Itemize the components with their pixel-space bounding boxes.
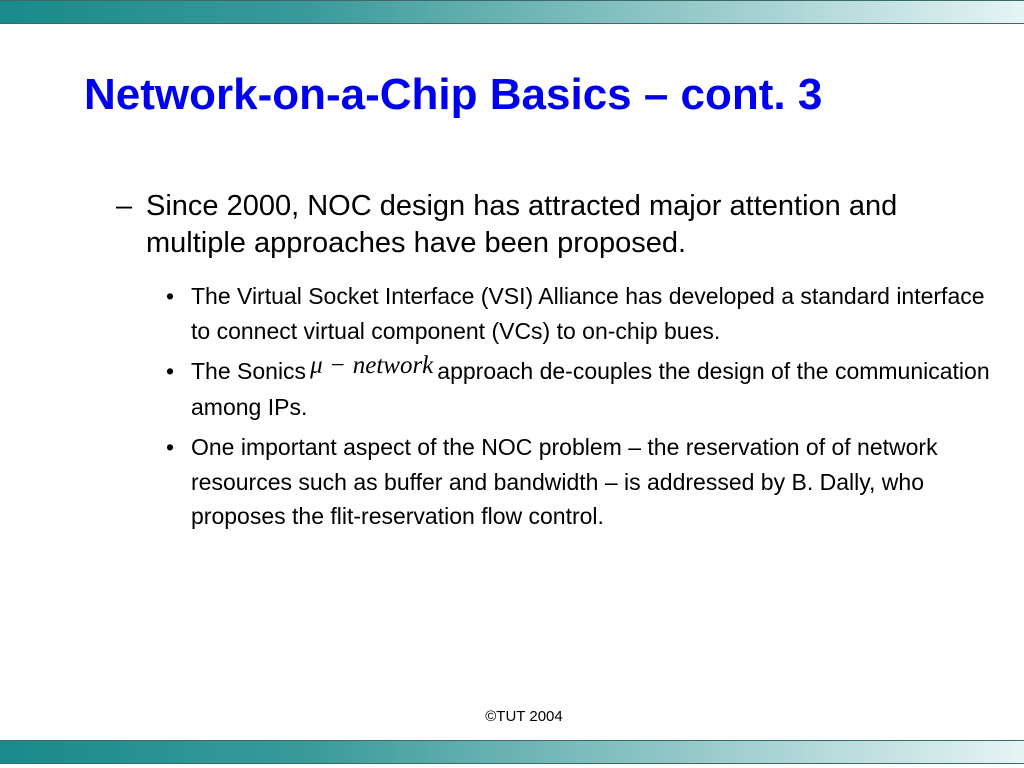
level1-text: Since 2000, NOC design has attracted major attention and multiple approaches have been proposed.: [146, 190, 898, 259]
formula-minus: −: [330, 352, 345, 379]
copyright-footer: ©TUT 2004: [485, 708, 563, 725]
top-decorative-band: [0, 0, 1024, 24]
formula-word: network: [352, 352, 434, 379]
bullet-list: [166, 279, 996, 540]
formula-mu: μ: [310, 352, 323, 379]
bullet-text: The Virtual Socket Interface (VSI) Alliance has developed a standard interface to connect virtual component (VCs) to on-chip bues.: [191, 283, 985, 344]
sonics-before: The Sonics: [191, 358, 307, 384]
dash-marker: –: [116, 190, 133, 222]
bullet-text: [191, 354, 996, 424]
mu-network-formula: [310, 349, 433, 384]
bottom-decorative-band: [0, 740, 1024, 764]
bullet-marker: •: [166, 283, 175, 309]
bullet-item-sonics: [166, 354, 996, 424]
bullet-marker: •: [166, 358, 175, 384]
bullet-marker: •: [166, 434, 175, 460]
bullet-item-vsi: [166, 279, 996, 348]
bullet-item-dally: [166, 430, 996, 534]
bullet-text: One important aspect of the NOC problem – the reservation of of network resources such as buffer and bandwidth – is addressed by B. Dally, who proposes the flit-reservation flow control.: [191, 434, 938, 529]
slide-title: Network-on-a-Chip Basics – cont. 3: [84, 70, 823, 119]
level1-item: [116, 188, 976, 262]
sonics-after: approach de-couples the design of the communication among IPs.: [191, 358, 990, 420]
